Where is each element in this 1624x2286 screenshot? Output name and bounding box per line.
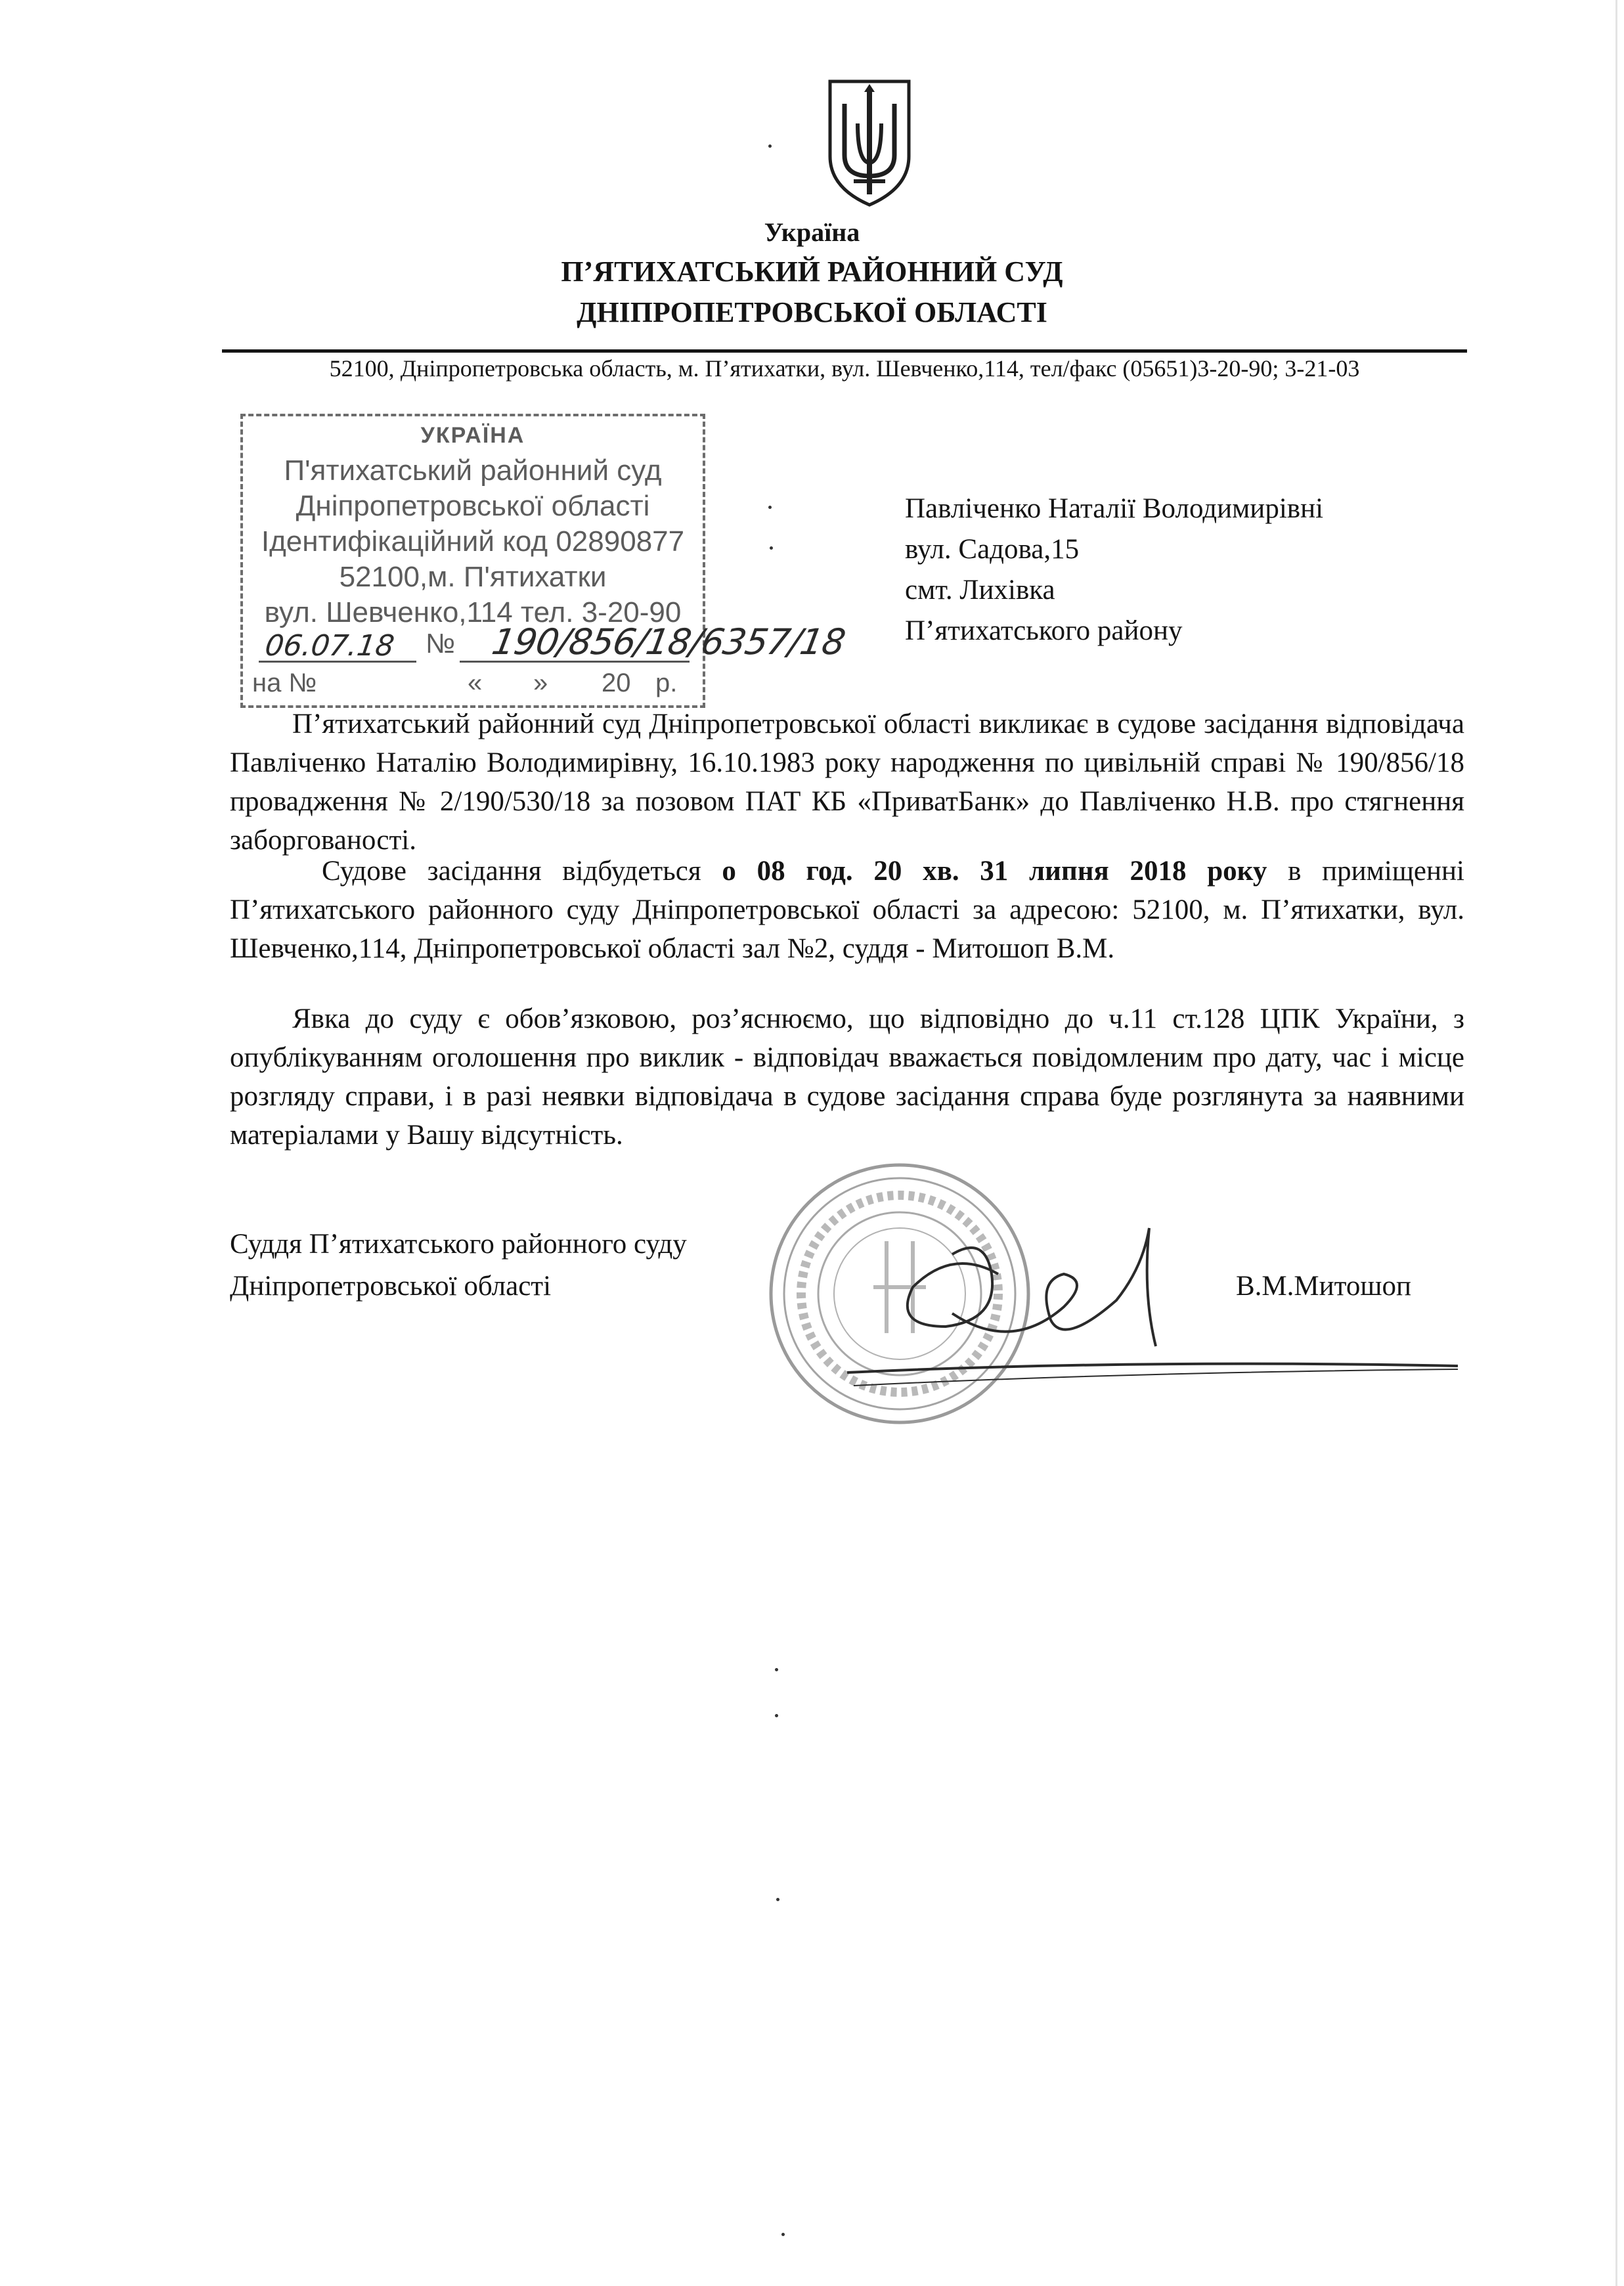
- stamp-line-region: Дніпропетровської області: [296, 490, 650, 522]
- header-divider: [222, 349, 1467, 353]
- header-address: 52100, Дніпропетровська область, м. П’ятихатки, вул. Шевченко,114, тел/факс (05651)3-20-90; 3-21-03: [329, 355, 1360, 382]
- registration-stamp: [240, 414, 848, 708]
- stamp-quote-close: »: [533, 669, 548, 697]
- signature-title-line2: Дніпропетровської області: [230, 1271, 552, 1302]
- stamp-line-country: УКРАЇНА: [420, 423, 525, 448]
- header-country: Україна: [764, 217, 860, 247]
- stamp-reply-label: на №: [252, 669, 317, 697]
- scan-speck: [768, 144, 772, 148]
- stamp-handwritten-date: 06.07.18: [263, 629, 397, 663]
- stamp-line-court: П'ятихатський районний суд: [284, 454, 662, 487]
- summons-paragraph: П’ятихатський районний суд Дніпропетровської області викликає в судове засідання відповідача Павліченко Наталію Володимирівну, 16.10.1983 року народження по цивільній справі № 190/856/18 провадження № 2/190/530/18 за позовом ПАТ КБ «ПриватБанк» до Павліченко Н.В. про стягнення заборгованості.: [230, 709, 1464, 856]
- header-court-name: П’ЯТИХАТСЬКИЙ РАЙОННИЙ СУД: [561, 255, 1063, 288]
- stamp-year-suffix: р.: [655, 669, 678, 697]
- scan-speck: [770, 546, 773, 550]
- stamp-line-city: 52100,м. П'ятихатки: [339, 561, 607, 593]
- judge-name: В.М.Митошоп: [1236, 1271, 1412, 1302]
- recipient-street: вул. Садова,15: [905, 534, 1080, 565]
- scan-speck: [781, 2233, 785, 2236]
- trident-icon: [825, 77, 914, 209]
- hearing-datetime: о 08 год. 20 хв. 31 липня 2018 року: [722, 856, 1267, 887]
- header-court-region: ДНІПРОПЕТРОВСЬКОЇ ОБЛАСТІ: [577, 296, 1047, 328]
- stamp-handwritten-number: 190/856/18/6357/18: [489, 621, 848, 663]
- stamp-quote-open: «: [468, 669, 483, 697]
- stamp-year-prefix: 20: [602, 669, 631, 697]
- hearing-text-end: в приміщенні П’ятихатського районного суду Дніпропетровської області за адресою: 52100, м. П’ятихатки, вул. Шевченко,114, Дніпропетровської області зал №2, суддя - Митошоп В.М.: [230, 856, 1464, 964]
- stamp-line-code: Ідентифікаційний код 02890877: [261, 525, 685, 558]
- hearing-paragraph: [230, 852, 1464, 968]
- attendance-paragraph: Явка до суду є обов’язковою, роз’яснюємо, що відповідно до ч.11 ст.128 ЦПК України, з опублікуванням оголошення про виклик - відповідач вважається повідомленим про дату, час і місце розгляду справи, і в разі неявки відповідача в судове засідання справа буде розглянута за наявними матеріалами у Вашу відсутність.: [230, 1003, 1464, 1151]
- scan-speck: [775, 1714, 778, 1717]
- recipient-settlement: смт. Лихівка: [905, 575, 1055, 605]
- scan-speck: [775, 1668, 778, 1671]
- hearing-text-start: Судове засідання відбудеться: [322, 856, 722, 887]
- recipient-name: Павліченко Наталії Володимирівні: [905, 493, 1324, 524]
- recipient-district: П’ятихатського району: [905, 615, 1183, 646]
- stamp-number-mark: №: [426, 628, 456, 659]
- scan-edge: [1615, 0, 1617, 2286]
- stamp-line-street: вул. Шевченко,114 тел. 3-20-90: [264, 596, 682, 628]
- scan-speck: [768, 506, 772, 509]
- scan-speck: [776, 1898, 779, 1901]
- signature-title-line1: Суддя П’ятихатського районного суду: [230, 1229, 687, 1260]
